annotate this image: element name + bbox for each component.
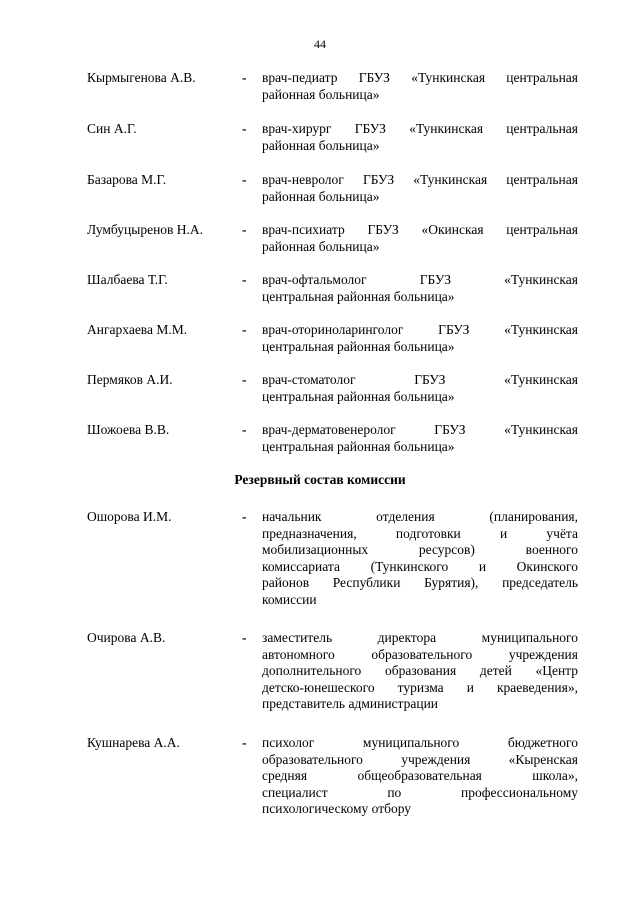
reserve-section-heading: Резервный состав комиссии [234,472,406,487]
main-member-role [262,70,578,103]
role-line: районная больница» [262,86,380,102]
role-line: районная больница» [262,238,380,254]
main-member-name: Лумбуцыренов Н.А. [87,222,204,237]
role-line: комиссариата (Тункинского и Окинского [262,558,578,574]
main-dash: - [242,372,247,387]
reserve-member-name: Ошорова И.М. [87,509,172,524]
main-member-role [262,121,578,154]
role-line: врач-психиатр ГБУЗ «Окинская центральная [262,222,578,237]
reserve-member-name: Кушнарева А.А. [87,735,180,750]
main-member-name: Кырмыгенова А.В. [87,70,196,85]
role-line: автономного образовательного учреждения [262,646,578,662]
main-member-role [262,222,578,255]
role-line: образовательного учреждения «Кыренская [262,751,578,767]
reserve-member-role [262,735,578,818]
role-line: врач-стоматолог ГБУЗ «Тункинская [262,372,578,387]
reserve-dash: - [242,630,247,645]
role-line: врач-дерматовенеролог ГБУЗ «Тункинская [262,422,578,437]
role-line: специалист по профессиональному [262,784,578,800]
role-line: врач-оториноларинголог ГБУЗ «Тункинская [262,322,578,337]
main-dash: - [242,172,247,187]
main-member-name: Базарова М.Г. [87,172,167,187]
role-line: центральная районная больница» [262,388,455,404]
role-line: районная больница» [262,137,380,153]
reserve-member-name: Очирова А.В. [87,630,166,645]
role-line: центральная районная больница» [262,338,455,354]
main-dash: - [242,272,247,287]
main-dash: - [242,70,247,85]
role-line: врач-офтальмолог ГБУЗ «Тункинская [262,272,578,287]
main-dash: - [242,222,247,237]
role-line: средняя общеобразовательная школа», [262,768,578,783]
main-member-name: Шалбаева Т.Г. [87,272,168,287]
main-member-role [262,372,578,405]
role-line: заместитель директора муниципального [262,630,578,645]
role-line: дополнительного образования детей «Центр [262,663,578,678]
main-dash: - [242,322,247,337]
role-line: мобилизационных ресурсов) военного [262,542,578,557]
main-member-role [262,322,578,355]
main-member-role [262,172,578,205]
main-member-name: Пермяков А.И. [87,372,173,387]
main-member-role [262,422,578,455]
role-line: комиссии [262,591,317,607]
main-member-name: Син А.Г. [87,121,137,136]
reserve-member-role [262,509,578,608]
page-number: 44 [314,37,326,51]
role-line: детско-юнешеского туризма и краеведения», [262,679,578,695]
main-dash: - [242,121,247,136]
role-line: психолог муниципального бюджетного [262,735,578,750]
main-dash: - [242,422,247,437]
role-line: центральная районная больница» [262,288,455,304]
reserve-dash: - [242,509,247,524]
role-line: врач-хирург ГБУЗ «Тункинская центральная [262,121,578,136]
role-line: врач-невролог ГБУЗ «Тункинская центральная [262,172,578,187]
reserve-member-role [262,630,578,713]
reserve-dash: - [242,735,247,750]
role-line: врач-педиатр ГБУЗ «Тункинская центральная [262,70,578,85]
role-line: районов Республики Бурятия), председатель [262,575,578,590]
role-line: районная больница» [262,188,380,204]
role-line: психологическому отбору [262,801,412,816]
role-line: начальник отделения (планирования, [262,509,578,524]
role-line: предназначения, подготовки и учёта [262,525,578,541]
role-line: представитель администрации [262,696,439,711]
main-member-name: Ангархаева М.М. [87,322,188,337]
role-line: центральная районная больница» [262,438,455,454]
main-member-role [262,272,578,305]
main-member-name: Шожоева В.В. [87,422,170,437]
